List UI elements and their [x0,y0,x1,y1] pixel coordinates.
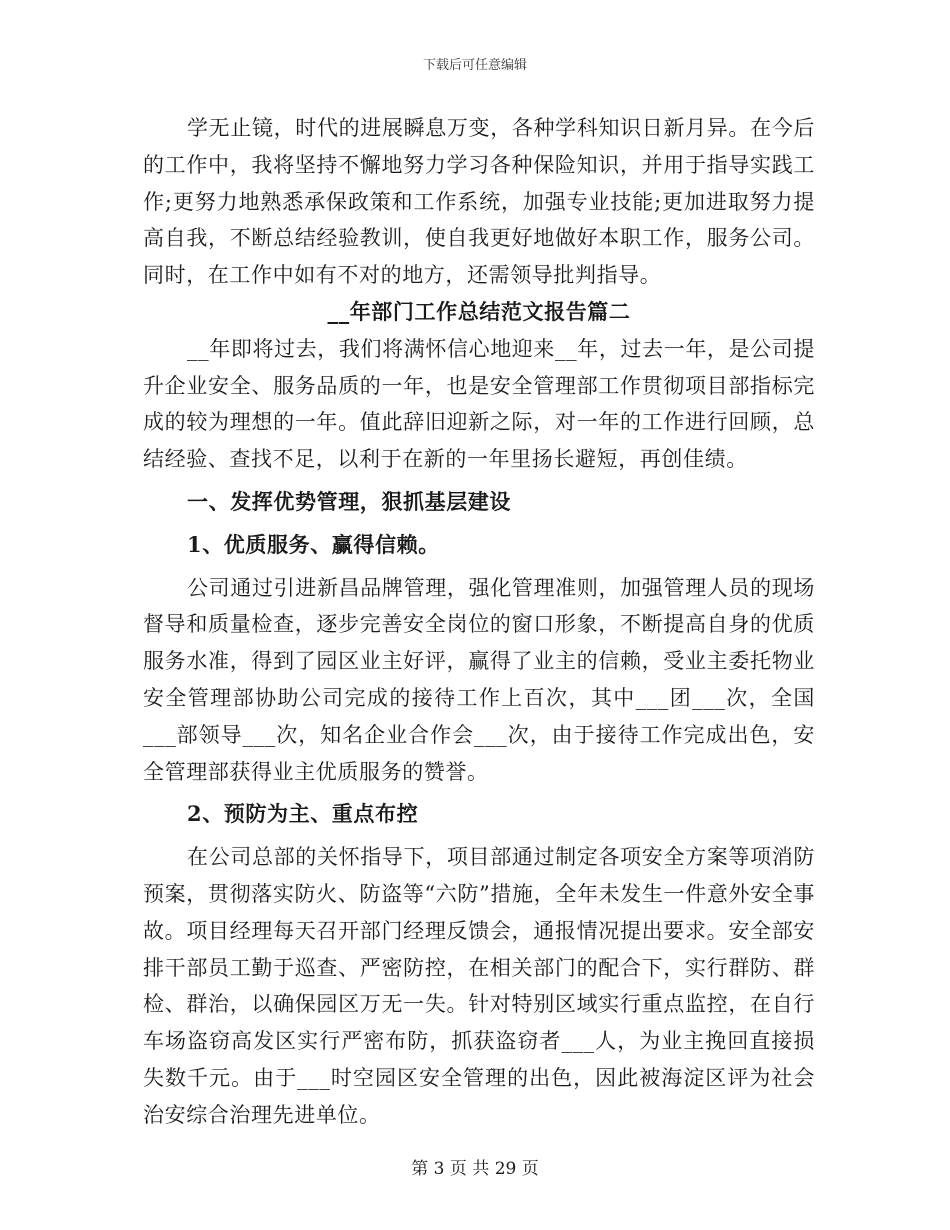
header-note: 下载后可任意编辑 [422,58,527,73]
page-number: 第 3 页 共 29 页 [411,1159,539,1179]
paragraph-service: 公司通过引进新昌品牌管理，强化管理准则，加强管理人员的现场督导和质量检查，逐步完善安全岗位的窗口形象，不断提高自身的优质服务水准，得到了园区业主好评，赢得了业主的信赖，受业主委托物业安全管理部协助公司完成的接待工作上百次，其中___团___次，全国___部领导___次，知名企业合作会___次，由于接待工作完成出色，安全管理部获得业主优质服务的赞誉。 [143,575,815,784]
section-title: __年部门工作总结范文报告篇二 [327,298,631,324]
paragraph-intro: __年即将过去，我们将满怀信心地迎来__年，过去一年，是公司提升企业安全、服务品质的一年，也是安全管理部工作贯彻项目部指标完成的较为理想的一年。值此辞旧迎新之际，对一年的工作进行回顾，总结经验、查找不足，以利于在新的一年里扬长避短，再创佳绩。 [143,336,815,472]
paragraph-closing: 学无止镜，时代的进展瞬息万变，各种学科知识日新月异。在今后的工作中，我将坚持不懈地努力学习各种保险知识，并用于指导实践工作;更努力地熟悉承保政策和工作系统，加强专业技能;更加进取努力提高自我，不断总结经验教训，使自我更好地做好本职工作，服务公司。同时，在工作中如有不对的地方，还需领导批判指导。 [143,116,815,288]
document-body [143,110,815,1134]
heading-service: 1、优质服务、赢得信赖。 [187,531,440,557]
paragraph-prevention: 在公司总部的关怀指导下，项目部通过制定各项安全方案等项消防预案，贯彻落实防火、防盗等“六防”措施，全年未发生一件意外安全事故。项目经理每天召开部门经理反馈会，通报情况提出要求。安全部安排干部员工勤于巡查、严密防控，在相关部门的配合下，实行群防、群检、群治，以确保园区万无一失。针对特别区域实行重点监控，在自行车场盗窃高发区实行严密布防，抓获盗窃者___人，为业主挽回直接损失数千元。由于___时空园区安全管理的出色，因此被海淀区评为社会治安综合治理先进单位。 [143,845,815,1127]
heading-level-1: 一、发挥优势管理，狠抓基层建设 [187,488,511,514]
heading-prevention: 2、预防为主、重点布控 [187,801,419,827]
